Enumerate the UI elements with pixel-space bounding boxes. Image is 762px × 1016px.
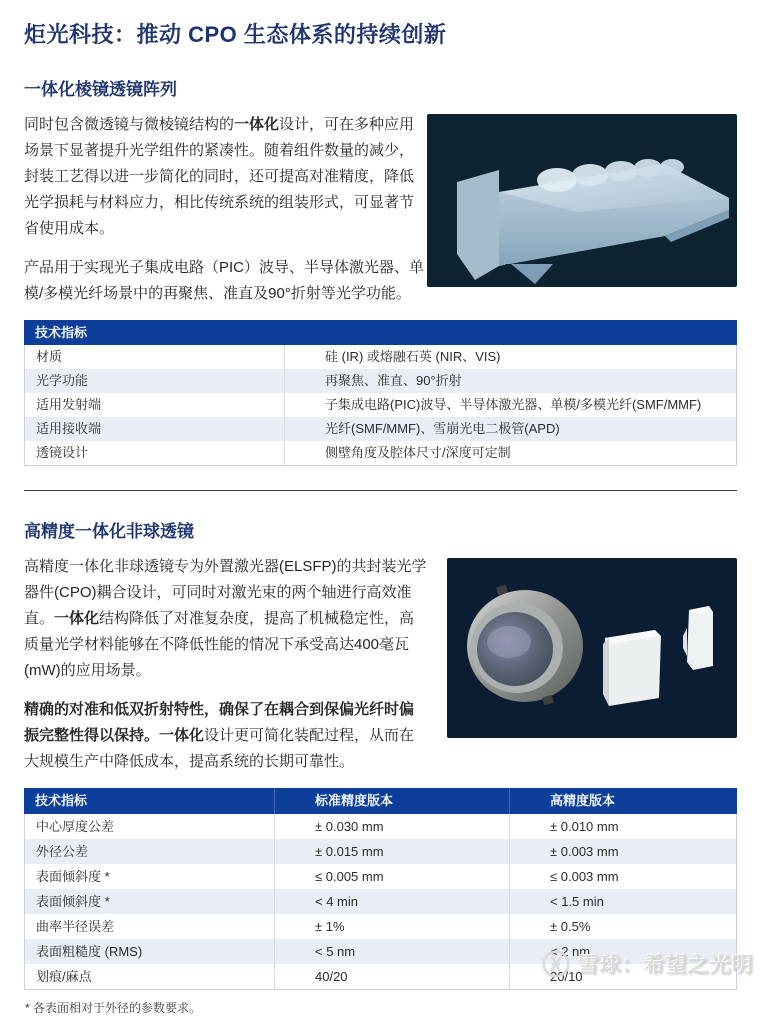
spec-value-high-precision: ± 0.010 mm (550, 819, 619, 834)
body-text: 高精度一体化非球透镜专为外置激光器(ELSFP)的共封装光学器件(CPO)耦合设计，可同时对激光束的两个轴进行高效准直。 (24, 558, 427, 627)
xueqiu-watermark (541, 949, 754, 979)
spec-value-high-precision: ≤ 0.003 mm (550, 869, 619, 884)
aspheric-spec-table-header (24, 788, 737, 814)
spec-label: 中心厚度公差 (25, 814, 275, 839)
spec-value: 子集成电路(PIC)波导、半导体激光器、单模/多模光纤(SMF/MMF) (325, 397, 702, 412)
body-text: 同时包含微透镜与微棱镜结构的 (24, 116, 235, 133)
emphasis-text: 一体化 (159, 727, 205, 744)
spec-value-high-precision: < 1.5 min (550, 894, 604, 909)
spec-label: 外径公差 (25, 839, 275, 864)
body-text: 设计更可简化装配过程，从而在大规模生产中降低成本，提高系统的长期可靠性。 (24, 727, 415, 770)
xueqiu-snowball-icon (541, 949, 571, 979)
table-row (25, 914, 736, 939)
spec-value-high-precision: ± 0.5% (550, 919, 591, 934)
section2-paragraph-2 (24, 697, 428, 775)
section1-paragraph-1 (24, 112, 427, 242)
spec-label: 表面倾斜度 * (25, 889, 275, 914)
spec-value: 光纤(SMF/MMF)、雪崩光电二极管(APD) (325, 421, 560, 436)
aspheric-lens-image (447, 558, 737, 738)
spec-label: 适用发射端 (25, 393, 285, 417)
prism-spec-table-header: 技术指标 (24, 320, 737, 345)
section-prism-lens-array (24, 75, 737, 466)
spec-label: 划痕/麻点 (25, 964, 275, 989)
table-row (25, 839, 736, 864)
column-header-metric: 技术指标 (35, 793, 88, 808)
prism-spec-table (24, 320, 737, 466)
watermark-text: 雪球：希望之光明 (578, 954, 754, 977)
table-row (25, 889, 736, 914)
section2-heading: 高精度一体化非球透镜 (24, 522, 194, 541)
spec-value-standard: 40/20 (275, 964, 510, 989)
table-row (25, 345, 736, 369)
spec-value-standard: < 4 min (275, 889, 510, 914)
body-text: 结构降低了对准复杂度，提高了机械稳定性，高质量光学材料能够在不降低性能的情况下承受高达400毫瓦(mW)的应用场景。 (24, 610, 415, 679)
spec-label: 表面粗糙度 (RMS) (25, 939, 275, 964)
body-text: 产品用于实现光子集成电路（PIC）波导、半导体激光器、单模/多模光纤场景中的再聚焦、准直及90°折射等光学功能。 (24, 259, 425, 302)
spec-label: 光学功能 (25, 369, 285, 393)
spec-label: 表面倾斜度 * (25, 864, 275, 889)
section2-paragraph-1 (24, 554, 428, 684)
spec-value: 硅 (IR) 或熔融石英 (NIR、VIS) (325, 349, 501, 364)
spec-label: 透镜设计 (25, 441, 285, 465)
emphasis-text: 一体化 (54, 610, 100, 627)
spec-value: 侧壁角度及腔体尺寸/深度可定制 (325, 445, 511, 460)
spec-value-standard: ± 1% (275, 914, 510, 939)
page-title: 炬光科技：推动 CPO 生态体系的持续创新 (24, 22, 447, 47)
prism-lens-array-image (427, 114, 737, 287)
table-row (25, 417, 736, 441)
spec-label: 适用接收端 (25, 417, 285, 441)
spec-value-standard: ≤ 0.005 mm (275, 864, 510, 889)
section-aspheric-lens (24, 517, 737, 990)
spec-value-high-precision: < 2 nm (550, 944, 591, 959)
section1-heading: 一体化棱镜透镜阵列 (24, 80, 177, 99)
section-divider (24, 490, 737, 491)
emphasis-text: 精确的对准和低双折射特性，确保了在耦合到保偏光纤时偏振完整性得以保持。 (24, 701, 415, 744)
table-row (25, 393, 736, 417)
body-text: 设计，可在多种应用场景下显著提升光学组件的紧凑性。随着组件数量的减少，封装工艺得以进一步简化的同时，还可提高对准精度，降低光学损耗与材料应力，相比传统系统的组装形式，可显著节省使用成本。 (24, 116, 415, 237)
footnote: * 各表面相对于外径的参数要求。 (25, 1001, 202, 1015)
table-row (25, 814, 736, 839)
prism-lens-array-render (427, 114, 737, 287)
emphasis-text: 一体化 (234, 116, 280, 133)
spec-value: 再聚焦、准直、90°折射 (325, 373, 462, 388)
column-header-standard: 标准精度版本 (274, 788, 509, 814)
section1-paragraph-2 (24, 255, 427, 307)
table-row (25, 441, 736, 465)
spec-value-standard: ± 0.015 mm (275, 839, 510, 864)
spec-value-standard: ± 0.030 mm (275, 814, 510, 839)
table-row (25, 864, 736, 889)
aspheric-lens-photo (447, 558, 737, 738)
column-header-high-precision: 高精度版本 (509, 788, 737, 814)
spec-value-high-precision: 20/10 (550, 969, 583, 984)
spec-label: 曲率半径误差 (25, 914, 275, 939)
spec-label: 材质 (25, 345, 285, 369)
table-row (25, 369, 736, 393)
spec-value-standard: < 5 nm (275, 939, 510, 964)
spec-value-high-precision: ± 0.003 mm (550, 844, 619, 859)
